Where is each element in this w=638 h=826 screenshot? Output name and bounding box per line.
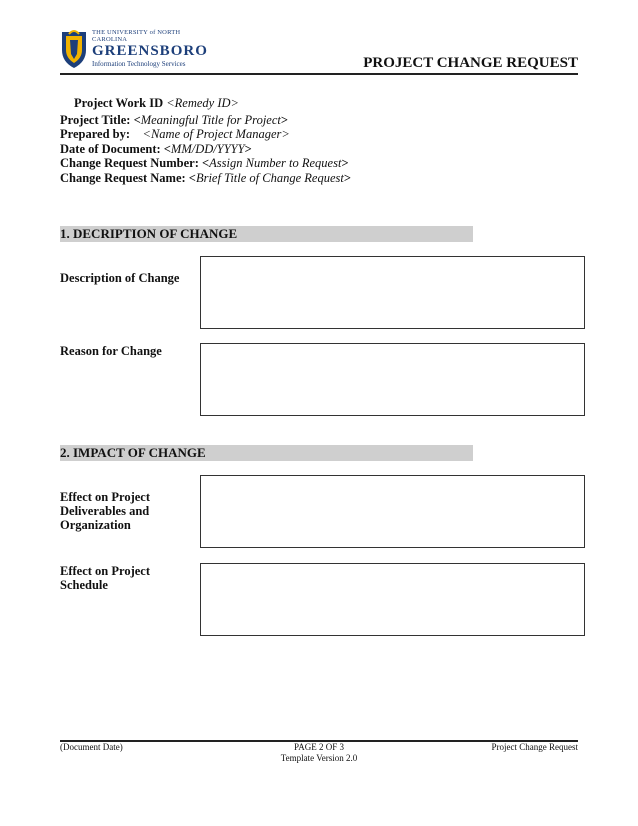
work-id-label: Project Work ID [74,96,164,110]
date-value: MM/DD/YYYY [170,141,245,156]
project-title-row [60,113,351,128]
project-title-value: Meaningful Title for Project [140,112,281,127]
effect-deliverables-label: Effect on Project Deliverables and Organization [60,490,151,532]
prepared-by-label: Prepared by: [60,127,131,142]
footer-center [219,742,419,764]
effect-schedule-field[interactable] [200,563,585,636]
description-of-change-field[interactable] [200,256,585,329]
project-title-label: Project Title: < [60,112,141,127]
header-divider [60,73,578,75]
section-impact-heading: 2. IMPACT OF CHANGE [60,445,473,461]
cr-name-value: Brief Title of Change Request [195,170,344,185]
footer-page-number: PAGE 2 OF 3 [294,742,344,752]
cr-number-row [60,156,351,171]
footer-document-date: (Document Date) [60,742,123,752]
document-title: PROJECT CHANGE REQUEST [363,55,578,71]
logo-unit: Information Technology Services [92,60,186,68]
spartan-shield-icon [60,28,88,70]
date-label: Date of Document: < [60,141,171,156]
cr-number-value: Assign Number to Request [209,156,342,171]
cr-number-label: Change Request Number: < [60,156,210,171]
logo-university-line: THE UNIVERSITY of NORTH CAROLINA [92,29,181,43]
effect-schedule-label: Effect on Project Schedule [60,564,151,592]
uncg-its-logo [60,26,208,72]
bracket-close: > [244,141,252,156]
work-id-row [60,96,351,111]
cr-name-label: Change Request Name: < [60,170,196,185]
reason-for-change-label: Reason for Change [60,344,162,358]
effect-deliverables-field[interactable] [200,475,585,548]
date-row [60,142,351,157]
footer-template-version: Template Version 2.0 [280,753,358,763]
reason-for-change-field[interactable] [200,343,585,416]
bracket-close: > [343,170,351,185]
section-description-heading: 1. DECRIPTION OF CHANGE [60,226,473,242]
prepared-by-row [60,127,351,142]
bracket-close: > [341,156,349,171]
cr-name-row [60,171,351,186]
document-meta [60,96,351,186]
description-of-change-label: Description of Change [60,271,180,285]
footer-document-name: Project Change Request [491,742,578,752]
prepared-by-value: <Name of Project Manager> [142,127,290,142]
logo-campus: GREENSBORO [92,43,208,59]
work-id-value: <Remedy ID> [166,96,239,110]
bracket-close: > [280,112,288,127]
